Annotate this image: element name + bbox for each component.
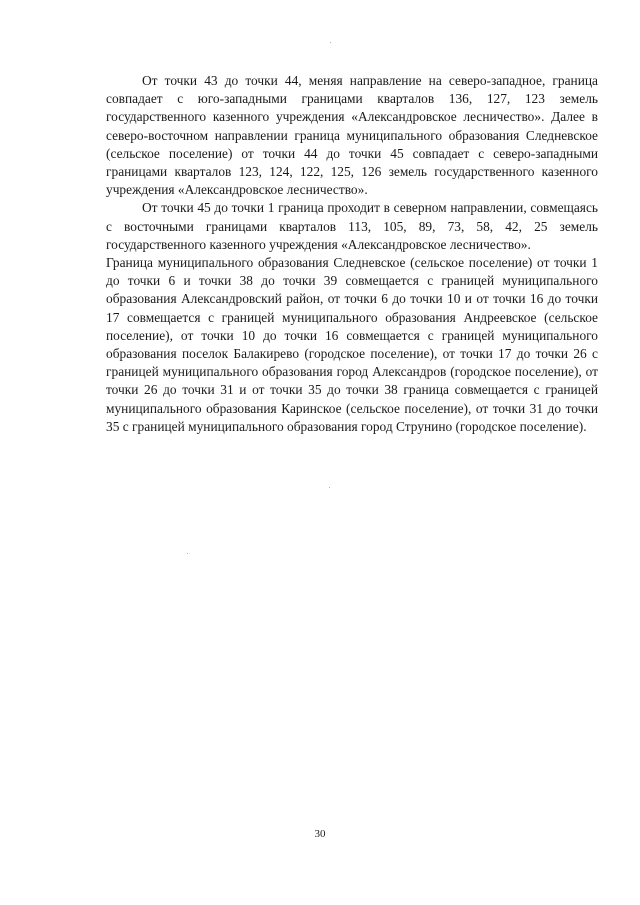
paragraph-1: От точки 43 до точки 44, меняя направление на северо-западное, граница совпадает с юго-западными границами кварталов 136, 127, 123 земель государственного казенного учреждения «Александровское лесничество». Далее в северо-восточном направлении граница муниципального образования Следневское (сельское поселение) от точки 44 до точки 45 совпадает с северо-западными границами кварталов 123, 124, 122, 125, 126 земель государственного казенного учреждения «Александровское лесничество». [106, 73, 598, 198]
paragraph-2: От точки 45 до точки 1 граница проходит в северном направлении, совмещаясь с восточными границами кварталов 113, 105, 89, 73, 58, 42, 25 земель государственного казенного учреждения «Александровское лесничество». [106, 200, 598, 252]
scan-speck [329, 487, 330, 488]
paragraph-3: Граница муниципального образования Следневское (сельское поселение) от точки 1 до точки 6 и точки 38 до точки 39 совмещается с границей муниципального образования Александровский район, от точки 6 до точки 10 и от точки 16 до точки 17 совмещается с границей муниципального образования Андреевское (сельское поселение), от точки 10 до точки 16 совмещается с границей муниципального образования поселок Балакирево (городское поселение), от точки 17 до точки 26 с границей муниципального образования город Александров (городское поселение), от точки 26 до точки 31 и от точки 35 до точки 38 граница совмещается с границей муниципального образования Каринское (сельское поселение), от точки 31 до точки 35 с границей муниципального образования город Струнино (городское поселение). [106, 255, 598, 434]
body-text [106, 72, 598, 436]
scan-speck [330, 42, 331, 43]
page-number: 30 [314, 828, 326, 840]
scan-speck [187, 553, 188, 554]
